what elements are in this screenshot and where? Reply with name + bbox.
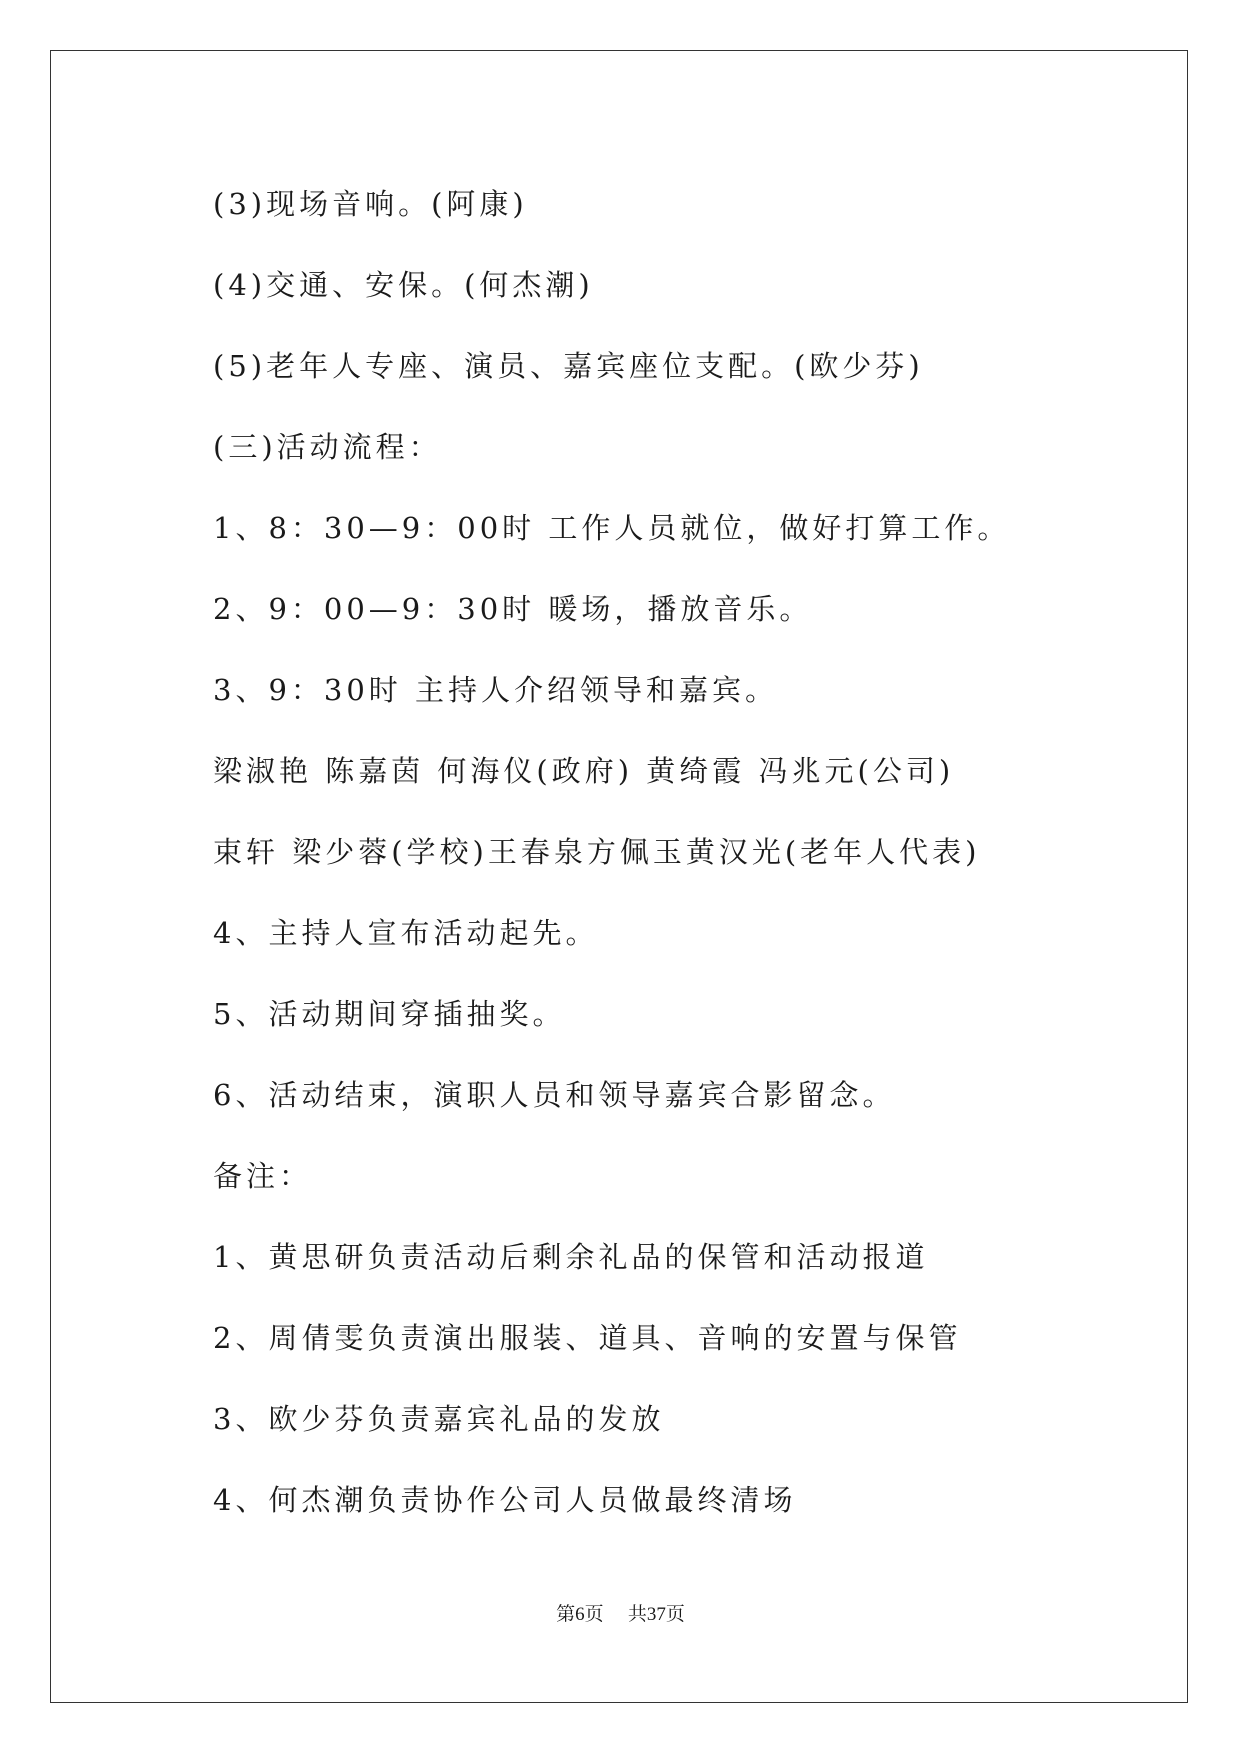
text-line: 3、9：30时 主持人介绍领导和嘉宾。 [213,673,779,707]
text-line: 6、活动结束，演职人员和领导嘉宾合影留念。 [213,1078,896,1112]
text-line: 3、欧少芬负责嘉宾礼品的发放 [213,1402,665,1436]
total-pages: 37 [646,1604,666,1625]
text-line: (5)老年人专座、演员、嘉宾座位支配。(欧少芬) [213,349,924,383]
text-line: (3)现场音响。(阿康) [213,187,528,221]
text-line: 5、活动期间穿插抽奖。 [213,997,566,1031]
text-line: 梁淑艳 陈嘉茵 何海仪(政府) 黄绮霞 冯兆元(公司) [213,754,955,788]
text-line: 2、周倩雯负责演出服装、道具、音响的安置与保管 [213,1321,962,1355]
text-line: 1、8：30—9：00时 工作人员就位，做好打算工作。 [213,511,1011,545]
total-prefix: 共 [627,1603,647,1625]
text-line: 束轩 梁少蓉(学校)王春泉方佩玉黄汉光(老年人代表) [213,835,981,869]
text-line: 2、9：00—9：30时 暖场，播放音乐。 [213,592,813,626]
notes-heading: 备注： [213,1159,313,1193]
section-heading: (三)活动流程： [213,430,442,464]
total-suffix: 页 [665,1603,685,1625]
page-suffix: 页 [584,1603,604,1625]
page-footer [0,1599,1241,1626]
page-prefix: 第 [556,1603,576,1625]
text-line: 1、黄思研负责活动后剩余礼品的保管和活动报道 [213,1240,929,1274]
text-line: 4、何杰潮负责协作公司人员做最终清场 [213,1483,797,1517]
page-number: 6 [575,1604,585,1625]
text-line: (4)交通、安保。(何杰潮) [213,268,594,302]
document-body [213,164,1013,1541]
text-line: 4、主持人宣布活动起先。 [213,916,599,950]
